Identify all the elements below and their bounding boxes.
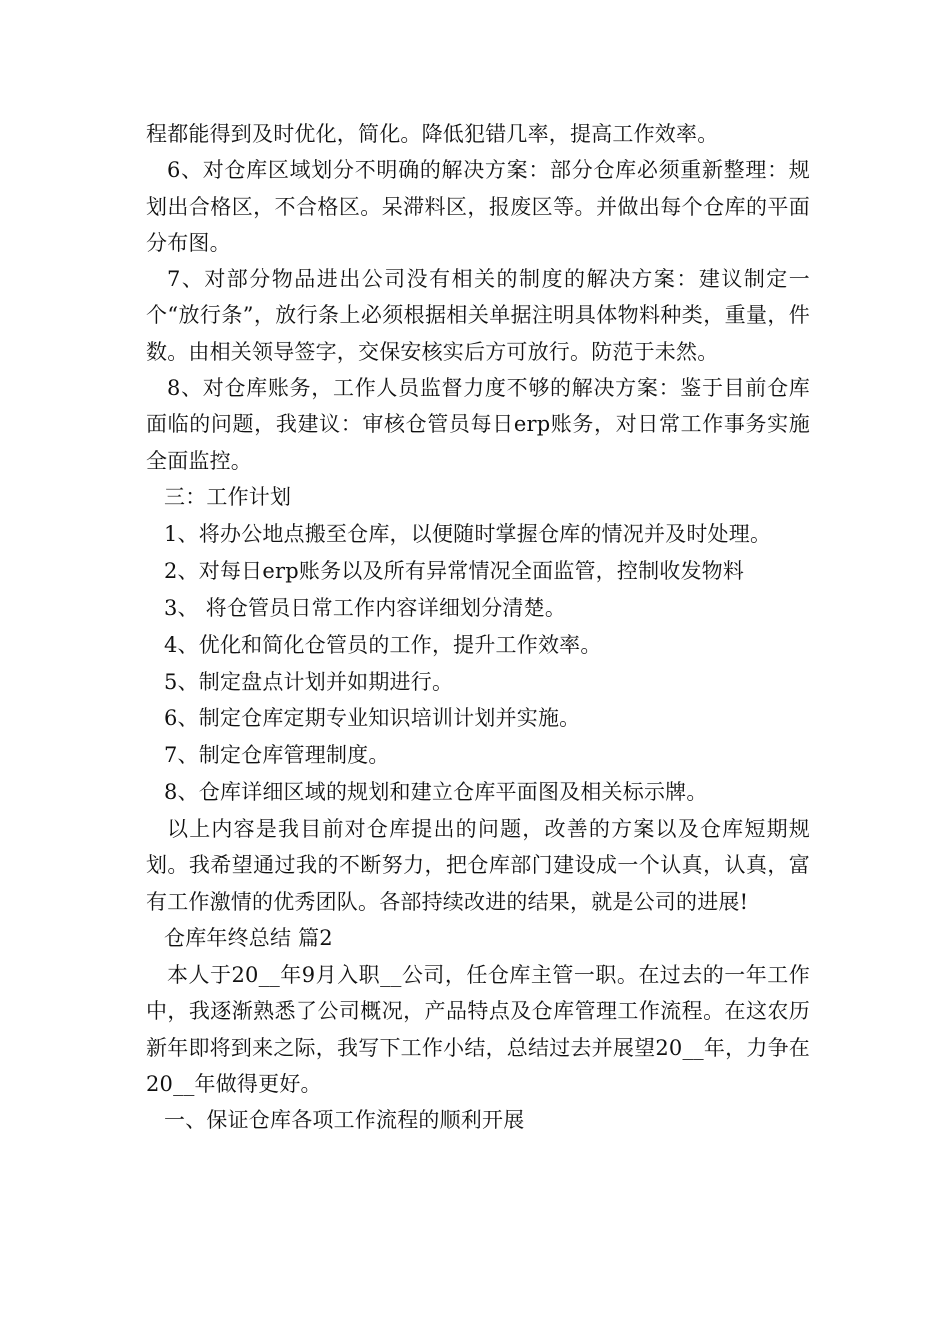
work-plan-item: 8、仓库详细区域的规划和建立仓库平面图及相关标示牌。 [164, 780, 708, 805]
section-heading-work-plan: 三：工作计划 [164, 484, 292, 509]
article-intro-paragraph: 本人于20__年9月入职__公司，任仓库主管一职。在过去的一年工作中，我逐渐熟悉了公司概况，产品特点及仓库管理工作流程。在这农历新年即将到来之际，我写下工作小结，总结过去并展望20__年，力争在20__年做得更好。 [146, 962, 810, 1096]
paragraph-continuation: 程都能得到及时优化，简化。降低犯错几率，提高工作效率。 [146, 122, 719, 146]
work-plan-item: 5、制定盘点计划并如期进行。 [164, 669, 454, 694]
work-plan-item: 4、优化和简化仓管员的工作，提升工作效率。 [164, 632, 602, 657]
work-plan-item: 6、制定仓库定期专业知识培训计划并实施。 [164, 706, 581, 731]
work-plan-item: 7、制定仓库管理制度。 [164, 743, 390, 768]
document-body [146, 116, 810, 1139]
closing-paragraph: 以上内容是我目前对仓库提出的问题，改善的方案以及仓库短期规划。我希望通过我的不断努力，把仓库部门建设成一个认真，认真，富有工作激情的优秀团队。各部持续改进的结果，就是公司的进展! [146, 817, 810, 914]
work-plan-item: 3、 将仓管员日常工作内容详细划分清楚。 [164, 595, 567, 620]
work-plan-list [146, 516, 810, 811]
article-title: 仓库年终总结 篇2 [164, 926, 333, 951]
paragraph-solution-8: 8、对仓库账务，工作人员监督力度不够的解决方案：鉴于目前仓库面临的问题，我建议：审核仓管员每日erp账务，对日常工作事务实施全面监控。 [146, 376, 810, 473]
work-plan-item: 1、将办公地点搬至仓库，以便随时掌握仓库的情况并及时处理。 [164, 521, 772, 546]
paragraph-solution-7: 7、对部分物品进出公司没有相关的制度的解决方案：建议制定一个“放行条”，放行条上必须根据相关单据注明具体物料种类，重量，件数。由相关领导签字，交保安核实后方可放行。防范于未然。 [146, 267, 810, 364]
work-plan-item: 2、对每日erp账务以及所有异常情况全面监管，控制收发物料 [164, 558, 745, 583]
article-section-heading: 一、保证仓库各项工作流程的顺利开展 [164, 1108, 525, 1133]
paragraph-solution-6: 6、对仓库区域划分不明确的解决方案：部分仓库必须重新整理：规划出合格区，不合格区。呆滞料区，报废区等。并做出每个仓库的平面分布图。 [146, 158, 810, 255]
